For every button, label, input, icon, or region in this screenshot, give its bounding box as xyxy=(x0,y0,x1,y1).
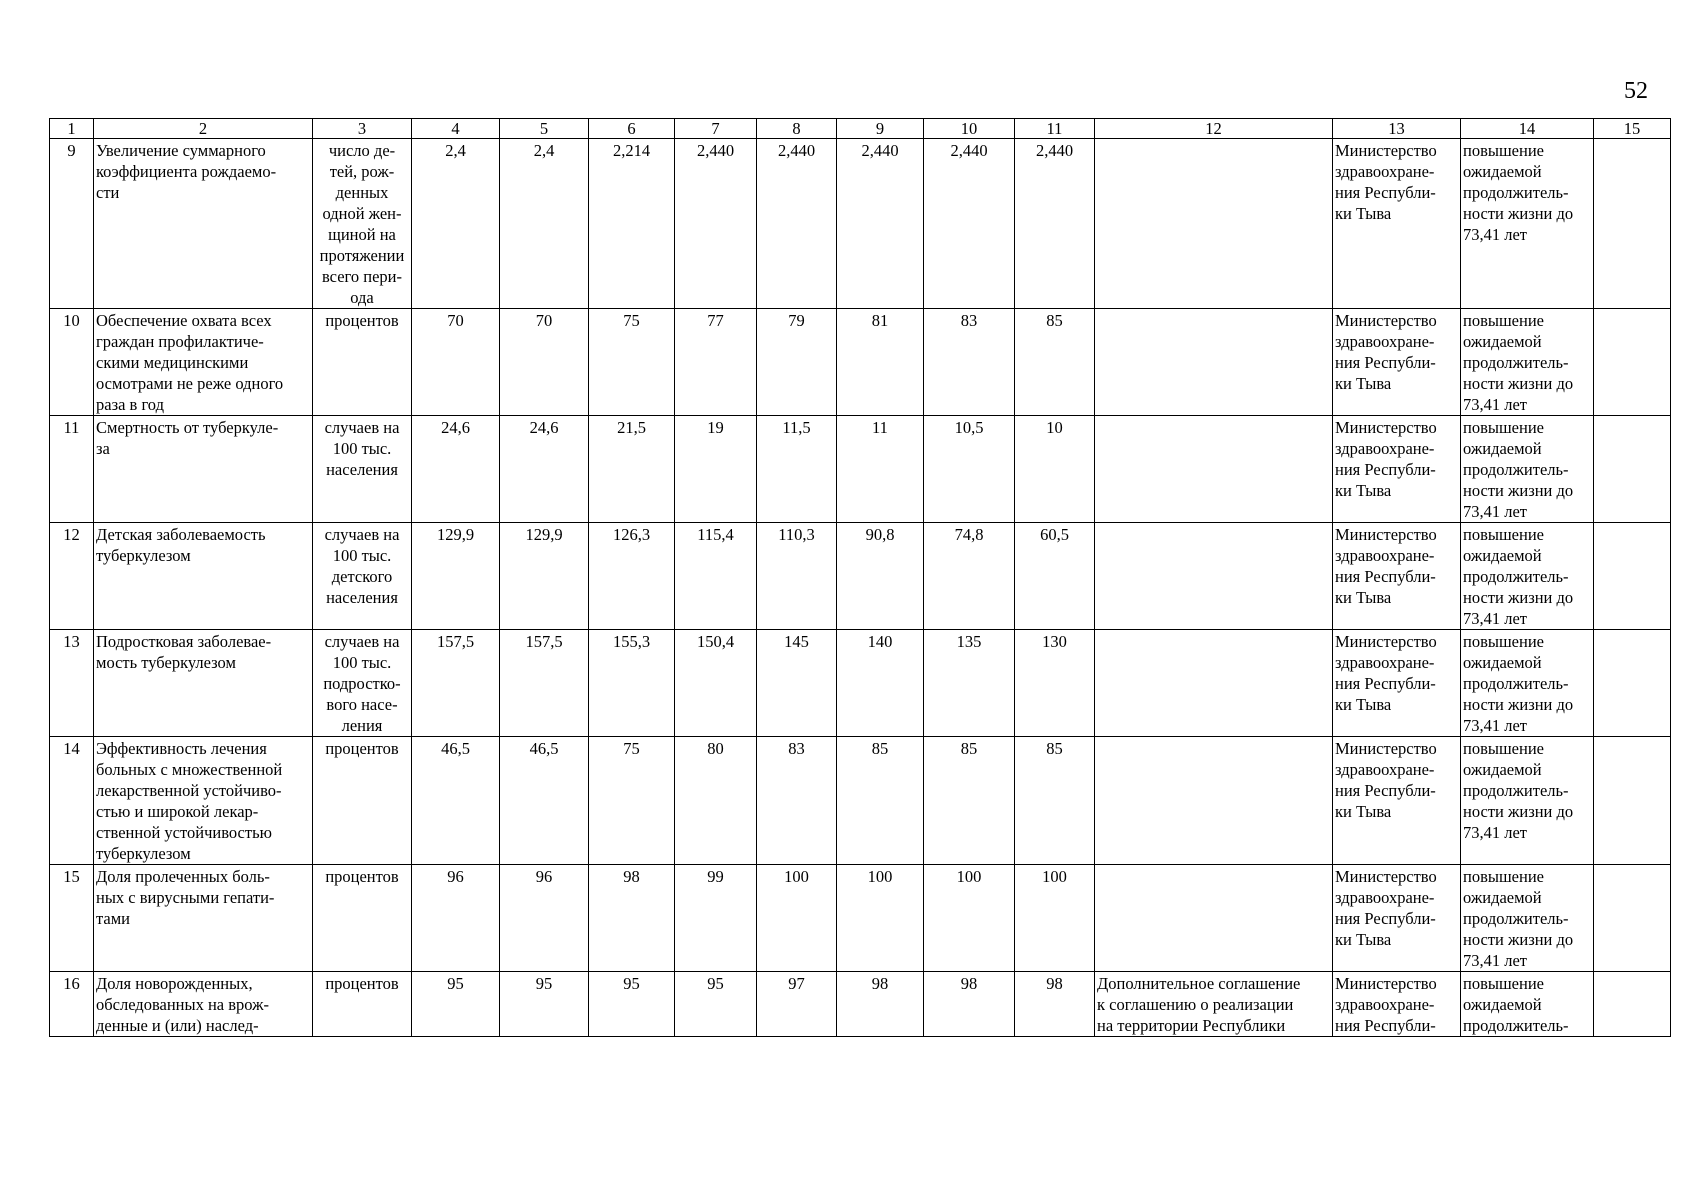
responsible-body-cell: Министерство здравоохране- ния Республи- ки Тыва xyxy=(1333,630,1461,737)
value-cell: 75 xyxy=(589,309,675,416)
value-cell: 75 xyxy=(589,737,675,865)
value-cell: 10 xyxy=(1015,416,1095,523)
expected-result-cell: повышение ожидаемой продолжитель- xyxy=(1461,972,1594,1037)
expected-result-cell: повышение ожидаемой продолжитель- ности жизни до 73,41 лет xyxy=(1461,737,1594,865)
indicator-name-cell: Доля новорожденных, обследованных на врож- денные и (или) наслед- xyxy=(94,972,313,1037)
value-cell: 95 xyxy=(675,972,757,1037)
value-cell: 2,4 xyxy=(412,139,500,309)
value-cell: 95 xyxy=(500,972,589,1037)
table-row xyxy=(50,309,1671,416)
value-cell: 85 xyxy=(837,737,924,865)
expected-result-cell: повышение ожидаемой продолжитель- ности жизни до 73,41 лет xyxy=(1461,416,1594,523)
row-number-cell: 10 xyxy=(50,309,94,416)
page-number: 52 xyxy=(1624,78,1648,104)
indicator-name-cell: Обеспечение охвата всех граждан профилактиче- скими медицинскими осмотрами не реже одного раза в год xyxy=(94,309,313,416)
note-cell xyxy=(1594,865,1671,972)
column-number-2: 2 xyxy=(94,119,313,139)
basis-document-cell xyxy=(1095,523,1333,630)
value-cell: 70 xyxy=(412,309,500,416)
indicator-name-cell: Доля пролеченных боль- ных с вирусными гепати- тами xyxy=(94,865,313,972)
value-cell: 100 xyxy=(757,865,837,972)
value-cell: 80 xyxy=(675,737,757,865)
indicator-name-cell: Эффективность лечения больных с множественной лекарственной устойчиво- стью и широкой лекар- ственной устойчивостью туберкулезом xyxy=(94,737,313,865)
value-cell: 2,214 xyxy=(589,139,675,309)
unit-cell: число де- тей, рож- денных одной жен- щиной на протяжении всего пери- ода xyxy=(313,139,412,309)
column-number-8: 8 xyxy=(757,119,837,139)
value-cell: 74,8 xyxy=(924,523,1015,630)
value-cell: 135 xyxy=(924,630,1015,737)
note-cell xyxy=(1594,416,1671,523)
table-row xyxy=(50,972,1671,1037)
expected-result-cell: повышение ожидаемой продолжитель- ности жизни до 73,41 лет xyxy=(1461,309,1594,416)
value-cell: 99 xyxy=(675,865,757,972)
expected-result-cell: повышение ожидаемой продолжитель- ности жизни до 73,41 лет xyxy=(1461,523,1594,630)
note-cell xyxy=(1594,523,1671,630)
value-cell: 100 xyxy=(837,865,924,972)
value-cell: 85 xyxy=(1015,737,1095,865)
basis-document-cell xyxy=(1095,630,1333,737)
column-number-10: 10 xyxy=(924,119,1015,139)
value-cell: 95 xyxy=(412,972,500,1037)
expected-result-cell: повышение ожидаемой продолжитель- ности жизни до 73,41 лет xyxy=(1461,630,1594,737)
value-cell: 85 xyxy=(1015,309,1095,416)
value-cell: 24,6 xyxy=(500,416,589,523)
value-cell: 70 xyxy=(500,309,589,416)
value-cell: 157,5 xyxy=(412,630,500,737)
row-number-cell: 11 xyxy=(50,416,94,523)
note-cell xyxy=(1594,139,1671,309)
value-cell: 110,3 xyxy=(757,523,837,630)
basis-document-cell xyxy=(1095,416,1333,523)
value-cell: 100 xyxy=(924,865,1015,972)
value-cell: 2,440 xyxy=(924,139,1015,309)
column-number-1: 1 xyxy=(50,119,94,139)
value-cell: 11 xyxy=(837,416,924,523)
indicator-name-cell: Подростковая заболевае- мость туберкулезом xyxy=(94,630,313,737)
value-cell: 10,5 xyxy=(924,416,1015,523)
value-cell: 100 xyxy=(1015,865,1095,972)
unit-cell: случаев на 100 тыс. детского населения xyxy=(313,523,412,630)
value-cell: 115,4 xyxy=(675,523,757,630)
row-number-cell: 12 xyxy=(50,523,94,630)
unit-cell: процентов xyxy=(313,737,412,865)
note-cell xyxy=(1594,630,1671,737)
value-cell: 129,9 xyxy=(412,523,500,630)
unit-cell: случаев на 100 тыс. подростко- вого насе- ления xyxy=(313,630,412,737)
value-cell: 98 xyxy=(589,865,675,972)
value-cell: 77 xyxy=(675,309,757,416)
indicators-table xyxy=(49,118,1671,1037)
column-number-11: 11 xyxy=(1015,119,1095,139)
unit-cell: процентов xyxy=(313,972,412,1037)
value-cell: 98 xyxy=(837,972,924,1037)
expected-result-cell: повышение ожидаемой продолжитель- ности жизни до 73,41 лет xyxy=(1461,865,1594,972)
basis-document-cell: Дополнительное соглашение к соглашению о реализации на территории Республики xyxy=(1095,972,1333,1037)
unit-cell: процентов xyxy=(313,865,412,972)
value-cell: 2,440 xyxy=(675,139,757,309)
column-number-5: 5 xyxy=(500,119,589,139)
responsible-body-cell: Министерство здравоохране- ния Республи- ки Тыва xyxy=(1333,309,1461,416)
responsible-body-cell: Министерство здравоохране- ния Республи- ки Тыва xyxy=(1333,865,1461,972)
value-cell: 11,5 xyxy=(757,416,837,523)
value-cell: 2,440 xyxy=(757,139,837,309)
indicator-name-cell: Увеличение суммарного коэффициента рождаемо- сти xyxy=(94,139,313,309)
column-number-13: 13 xyxy=(1333,119,1461,139)
table-row xyxy=(50,523,1671,630)
basis-document-cell xyxy=(1095,865,1333,972)
value-cell: 98 xyxy=(1015,972,1095,1037)
unit-cell: случаев на 100 тыс. населения xyxy=(313,416,412,523)
value-cell: 24,6 xyxy=(412,416,500,523)
responsible-body-cell: Министерство здравоохране- ния Республи- ки Тыва xyxy=(1333,416,1461,523)
value-cell: 130 xyxy=(1015,630,1095,737)
column-number-9: 9 xyxy=(837,119,924,139)
value-cell: 60,5 xyxy=(1015,523,1095,630)
value-cell: 97 xyxy=(757,972,837,1037)
table-row xyxy=(50,139,1671,309)
responsible-body-cell: Министерство здравоохране- ния Республи- ки Тыва xyxy=(1333,737,1461,865)
value-cell: 157,5 xyxy=(500,630,589,737)
value-cell: 96 xyxy=(500,865,589,972)
value-cell: 81 xyxy=(837,309,924,416)
value-cell: 90,8 xyxy=(837,523,924,630)
value-cell: 95 xyxy=(589,972,675,1037)
table-row xyxy=(50,865,1671,972)
value-cell: 46,5 xyxy=(500,737,589,865)
basis-document-cell xyxy=(1095,309,1333,416)
column-number-7: 7 xyxy=(675,119,757,139)
column-number-4: 4 xyxy=(412,119,500,139)
value-cell: 83 xyxy=(757,737,837,865)
note-cell xyxy=(1594,972,1671,1037)
table-row xyxy=(50,737,1671,865)
row-number-cell: 15 xyxy=(50,865,94,972)
value-cell: 83 xyxy=(924,309,1015,416)
unit-cell: процентов xyxy=(313,309,412,416)
responsible-body-cell: Министерство здравоохране- ния Республи- ки Тыва xyxy=(1333,139,1461,309)
value-cell: 2,440 xyxy=(837,139,924,309)
row-number-cell: 9 xyxy=(50,139,94,309)
column-number-12: 12 xyxy=(1095,119,1333,139)
value-cell: 21,5 xyxy=(589,416,675,523)
basis-document-cell xyxy=(1095,737,1333,865)
value-cell: 85 xyxy=(924,737,1015,865)
basis-document-cell xyxy=(1095,139,1333,309)
column-number-14: 14 xyxy=(1461,119,1594,139)
note-cell xyxy=(1594,737,1671,865)
responsible-body-cell: Министерство здравоохране- ния Республи- xyxy=(1333,972,1461,1037)
value-cell: 2,4 xyxy=(500,139,589,309)
expected-result-cell: повышение ожидаемой продолжитель- ности жизни до 73,41 лет xyxy=(1461,139,1594,309)
row-number-cell: 16 xyxy=(50,972,94,1037)
row-number-cell: 13 xyxy=(50,630,94,737)
value-cell: 19 xyxy=(675,416,757,523)
value-cell: 129,9 xyxy=(500,523,589,630)
table-row xyxy=(50,416,1671,523)
indicator-name-cell: Детская заболеваемость туберкулезом xyxy=(94,523,313,630)
value-cell: 150,4 xyxy=(675,630,757,737)
value-cell: 98 xyxy=(924,972,1015,1037)
note-cell xyxy=(1594,309,1671,416)
value-cell: 140 xyxy=(837,630,924,737)
column-number-row xyxy=(50,119,1671,139)
row-number-cell: 14 xyxy=(50,737,94,865)
table-row xyxy=(50,630,1671,737)
responsible-body-cell: Министерство здравоохране- ния Республи- ки Тыва xyxy=(1333,523,1461,630)
column-number-6: 6 xyxy=(589,119,675,139)
column-number-15: 15 xyxy=(1594,119,1671,139)
value-cell: 2,440 xyxy=(1015,139,1095,309)
indicator-name-cell: Смертность от туберкуле- за xyxy=(94,416,313,523)
value-cell: 155,3 xyxy=(589,630,675,737)
column-number-3: 3 xyxy=(313,119,412,139)
value-cell: 145 xyxy=(757,630,837,737)
value-cell: 126,3 xyxy=(589,523,675,630)
value-cell: 79 xyxy=(757,309,837,416)
value-cell: 46,5 xyxy=(412,737,500,865)
value-cell: 96 xyxy=(412,865,500,972)
